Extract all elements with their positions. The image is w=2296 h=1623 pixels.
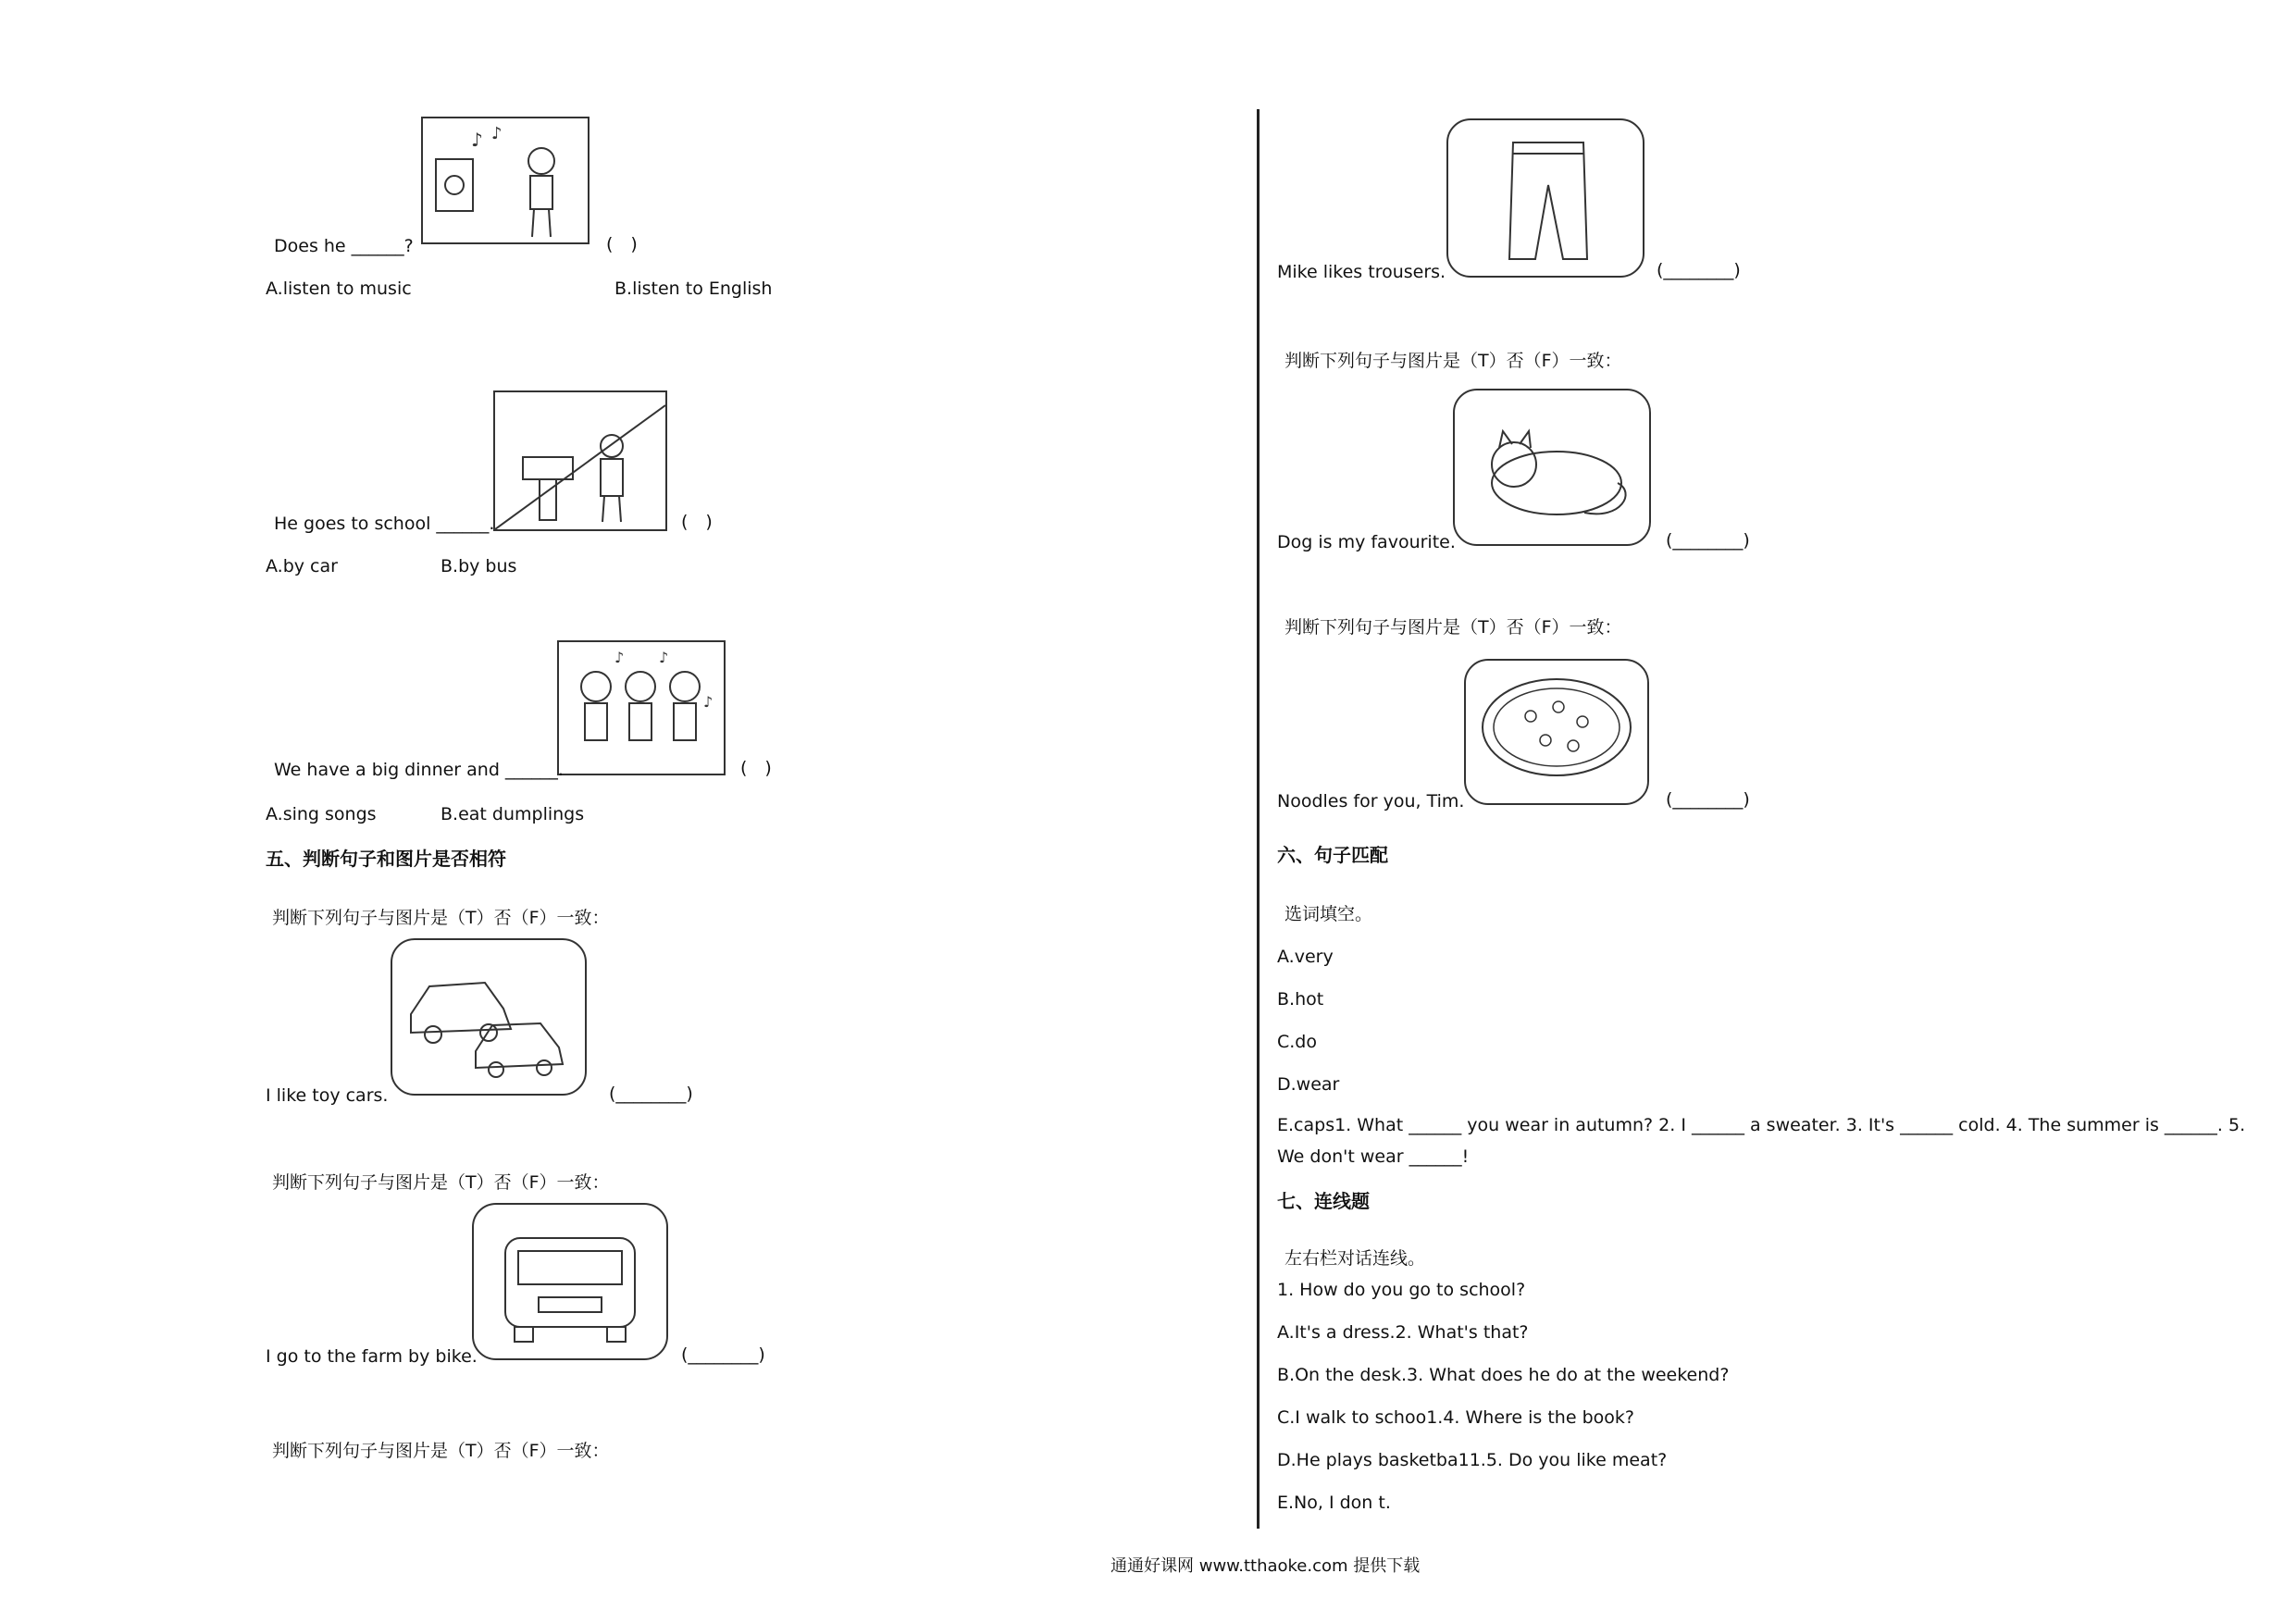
match-line: B.On the desk.3. What does he do at the weekend? xyxy=(1277,1365,1730,1385)
boy-music-illustration xyxy=(423,118,588,242)
trousers-illustration xyxy=(1448,120,1643,276)
judge3-sentence: Mike likes trousers. xyxy=(1277,262,1446,282)
judge3-instruction: 判断下列句子与图片是（T）否（F）一致： xyxy=(272,1441,610,1461)
fill-sentences-line2: We don't wear ______! xyxy=(1277,1146,1470,1167)
judge2-blank[interactable]: (________) xyxy=(681,1344,765,1365)
picture-cat xyxy=(1453,389,1651,546)
match-instruction: 左右栏对话连线。 xyxy=(1285,1248,1426,1269)
q3-option-b: B.eat dumplings xyxy=(441,804,585,824)
section7-title: 七、连线题 xyxy=(1277,1190,1370,1212)
q3-option-a: A.sing songs xyxy=(266,804,377,824)
option-a: A.very xyxy=(1277,947,1334,967)
picture-kids-singing xyxy=(557,640,726,775)
match-line: D.He plays basketba11.5. Do you like meat? xyxy=(1277,1450,1668,1470)
match-line: A.It's a dress.2. What's that? xyxy=(1277,1322,1529,1343)
section6-title: 六、句子匹配 xyxy=(1277,844,1388,866)
svg-text:♪: ♪ xyxy=(614,649,625,666)
picture-pizza xyxy=(1464,659,1649,805)
footer-credit: 通通好课网 www.tthaoke.com 提供下载 xyxy=(1111,1556,1421,1576)
bus-illustration xyxy=(474,1205,666,1358)
option-b: B.hot xyxy=(1277,989,1324,1010)
judge5-instruction: 判断下列句子与图片是（T）否（F）一致： xyxy=(1285,617,1622,638)
q1-option-a: A.listen to music xyxy=(266,279,412,299)
svg-text:♪: ♪ xyxy=(471,129,483,151)
judge2-sentence: I go to the farm by bike. xyxy=(266,1346,478,1367)
judge1-instruction: 判断下列句子与图片是（T）否（F）一致： xyxy=(272,908,610,928)
match-line: C.I walk to schoo1.4. Where is the book? xyxy=(1277,1407,1634,1428)
q1-answer-paren[interactable]: ( ) xyxy=(606,234,638,254)
fill-instruction: 选词填空。 xyxy=(1285,904,1373,924)
judge1-sentence: I like toy cars. xyxy=(266,1085,389,1106)
kids-singing-illustration xyxy=(559,642,724,774)
fill-sentences-line1: E.caps1. What ______ you wear in autumn? 2. I ______ a sweater. 3. It's ______ cold. 4. The summer is ______. 5. xyxy=(1277,1115,2246,1135)
toy-cars-illustration xyxy=(392,940,585,1094)
section5-title: 五、判断句子和图片是否相符 xyxy=(266,848,506,870)
judge2-instruction: 判断下列句子与图片是（T）否（F）一致： xyxy=(272,1172,610,1193)
judge5-sentence: Noodles for you, Tim. xyxy=(1277,791,1465,812)
picture-boy-music xyxy=(421,117,590,244)
q2-option-b: B.by bus xyxy=(441,556,517,576)
picture-boy-school xyxy=(493,390,667,531)
option-c: C.do xyxy=(1277,1032,1317,1052)
match-line: 1. How do you go to school? xyxy=(1277,1280,1526,1300)
picture-toy-cars xyxy=(391,938,587,1096)
svg-text:♪: ♪ xyxy=(491,124,503,143)
q1-prompt: Does he ______? xyxy=(274,236,414,256)
pizza-illustration xyxy=(1466,661,1647,803)
boy-school-illustration xyxy=(495,392,665,529)
judge5-blank[interactable]: (________) xyxy=(1666,789,1750,810)
q2-prompt: He goes to school ______. xyxy=(274,514,495,534)
q1-option-b: B.listen to English xyxy=(614,279,773,299)
match-line: E.No, I don t. xyxy=(1277,1493,1391,1513)
column-divider xyxy=(1257,109,1260,1529)
picture-bus xyxy=(472,1203,668,1360)
judge4-instruction: 判断下列句子与图片是（T）否（F）一致： xyxy=(1285,351,1622,371)
q3-prompt: We have a big dinner and ______. xyxy=(274,760,564,780)
svg-text:♪: ♪ xyxy=(703,693,714,711)
judge1-blank[interactable]: (________) xyxy=(609,1084,693,1104)
judge4-blank[interactable]: (________) xyxy=(1666,530,1750,551)
cat-illustration xyxy=(1455,390,1649,544)
svg-text:♪: ♪ xyxy=(659,649,669,666)
judge3-blank[interactable]: (________) xyxy=(1657,260,1741,280)
q2-option-a: A.by car xyxy=(266,556,338,576)
picture-trousers xyxy=(1446,118,1644,278)
q2-answer-paren[interactable]: ( ) xyxy=(681,512,713,532)
q3-answer-paren[interactable]: ( ) xyxy=(740,758,772,778)
judge4-sentence: Dog is my favourite. xyxy=(1277,532,1456,552)
option-d: D.wear xyxy=(1277,1074,1340,1095)
